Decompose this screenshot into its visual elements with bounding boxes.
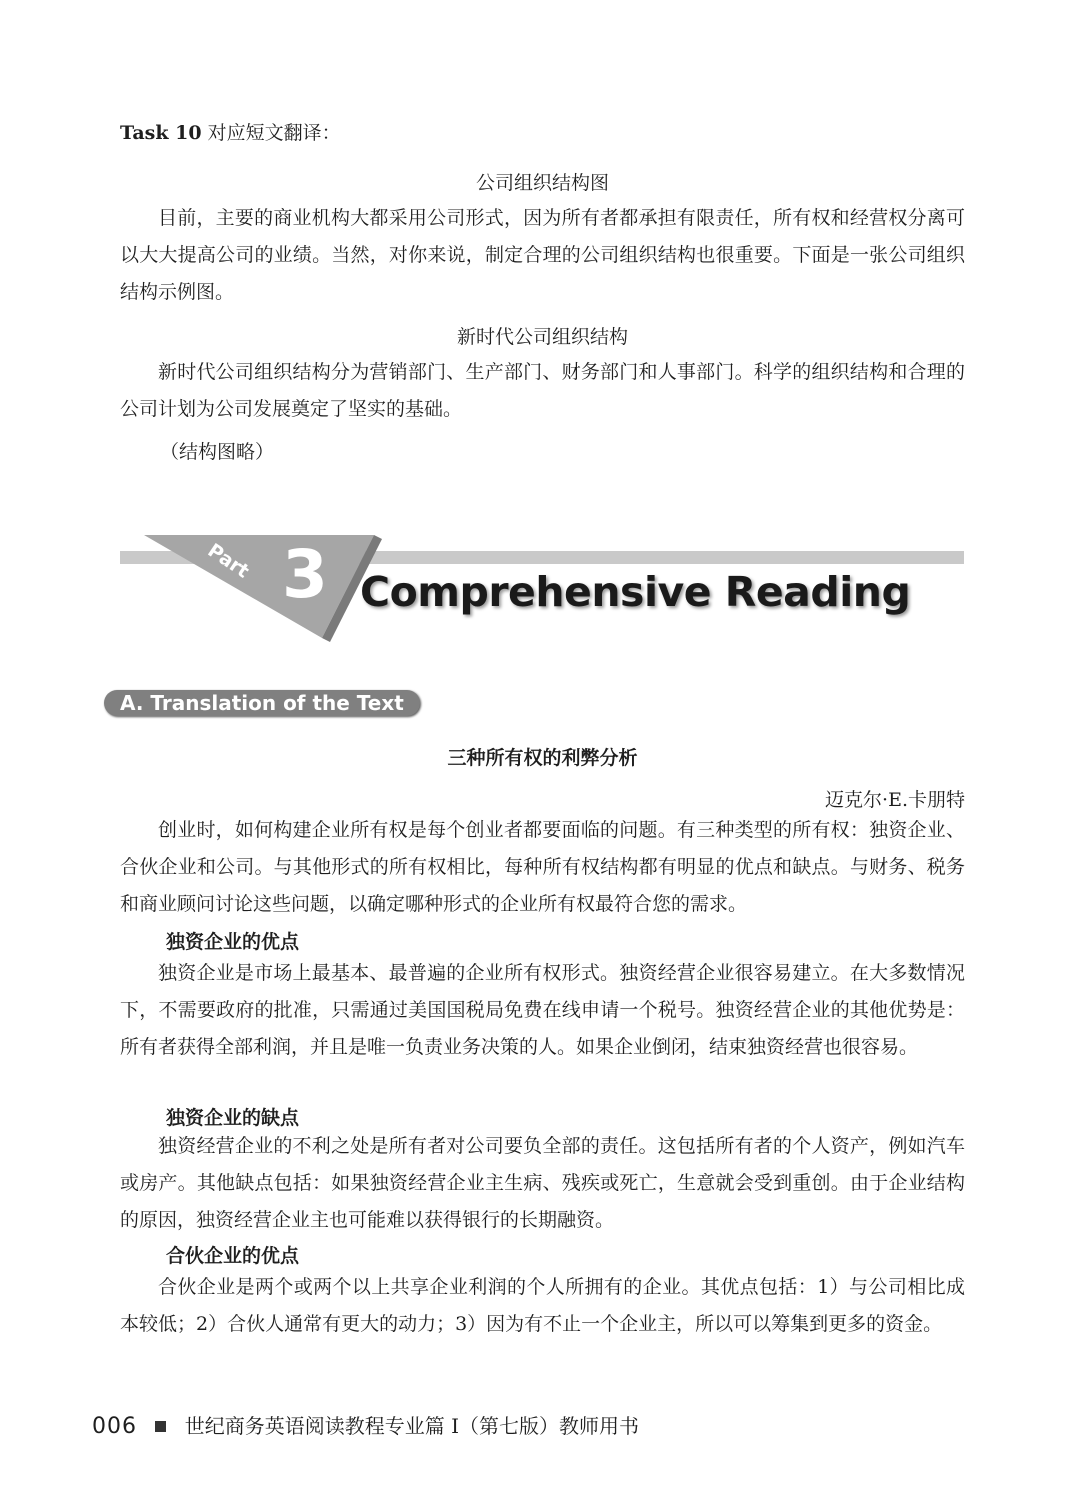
footer-square-icon — [155, 1421, 166, 1432]
article-heading-1: 独资企业的优点 — [166, 931, 300, 953]
section-label: A. Translation of the Text — [120, 691, 404, 715]
part-number: 3 — [282, 536, 328, 613]
short-text-title-1: 公司组织结构图 — [475, 172, 609, 194]
part-banner — [110, 530, 970, 650]
article-heading-2: 独资企业的缺点 — [166, 1107, 300, 1129]
article-title: 三种所有权的利弊分析 — [447, 747, 638, 769]
task-label: Task 10 — [120, 122, 202, 144]
page-number: 006 — [92, 1414, 137, 1439]
book-title: 世纪商务英语阅读教程专业篇 Ⅰ（第七版）教师用书 — [184, 1414, 639, 1438]
footer — [92, 1410, 639, 1440]
article-paragraph-2: 独资企业是市场上最基本、最普遍的企业所有权形式。独资经营企业很容易建立。在大多数情况下，不需要政府的批准，只需通过美国国税局免费在线申请一个税号。独资经营企业的其他优势是：所有者获得全部利润，并且是唯一负责业务决策的人。如果企业倒闭，结束独资经营也很容易。 — [120, 962, 965, 1058]
chart-omitted-note: （结构图略） — [160, 441, 275, 463]
short-text-paragraph-1: 目前，主要的商业机构大都采用公司形式，因为所有者都承担有限责任，所有权和经营权分离可以大大提高公司的业绩。当然，对你来说，制定合理的公司组织结构也很重要。下面是一张公司组织结构示例图。 — [120, 207, 965, 303]
task-heading — [120, 118, 341, 145]
article-heading-3: 合伙企业的优点 — [166, 1245, 300, 1267]
section-pill — [104, 690, 420, 716]
article-paragraph-4: 合伙企业是两个或两个以上共享企业利润的个人所拥有的企业。其优点包括：1）与公司相比成本较低；2）合伙人通常有更大的动力；3）因为有不止一个企业主，所以可以筹集到更多的资金。 — [120, 1276, 965, 1335]
short-text-title-2: 新时代公司组织结构 — [456, 326, 628, 348]
article-paragraph-1: 创业时，如何构建企业所有权是每个创业者都要面临的问题。有三种类型的所有权：独资企业、合伙企业和公司。与其他形式的所有权相比，每种所有权结构都有明显的优点和缺点。与财务、税务和商业顾问讨论这些问题，以确定哪种形式的企业所有权最符合您的需求。 — [120, 819, 965, 915]
task-title: 对应短文翻译： — [207, 122, 341, 144]
part-label: Part — [203, 539, 254, 583]
article-paragraph-3: 独资经营企业的不利之处是所有者对公司要负全部的责任。这包括所有者的个人资产，例如汽车或房产。其他缺点包括：如果独资经营企业主生病、残疾或死亡，生意就会受到重创。由于企业结构的原因，独资经营企业主也可能难以获得银行的长期融资。 — [120, 1135, 965, 1231]
short-text-paragraph-2: 新时代公司组织结构分为营销部门、生产部门、财务部门和人事部门。科学的组织结构和合理的公司计划为公司发展奠定了坚实的基础。 — [120, 361, 965, 420]
article-author: 迈克尔·E.卡朋特 — [825, 789, 965, 811]
part-title: Comprehensive Reading — [360, 568, 911, 616]
